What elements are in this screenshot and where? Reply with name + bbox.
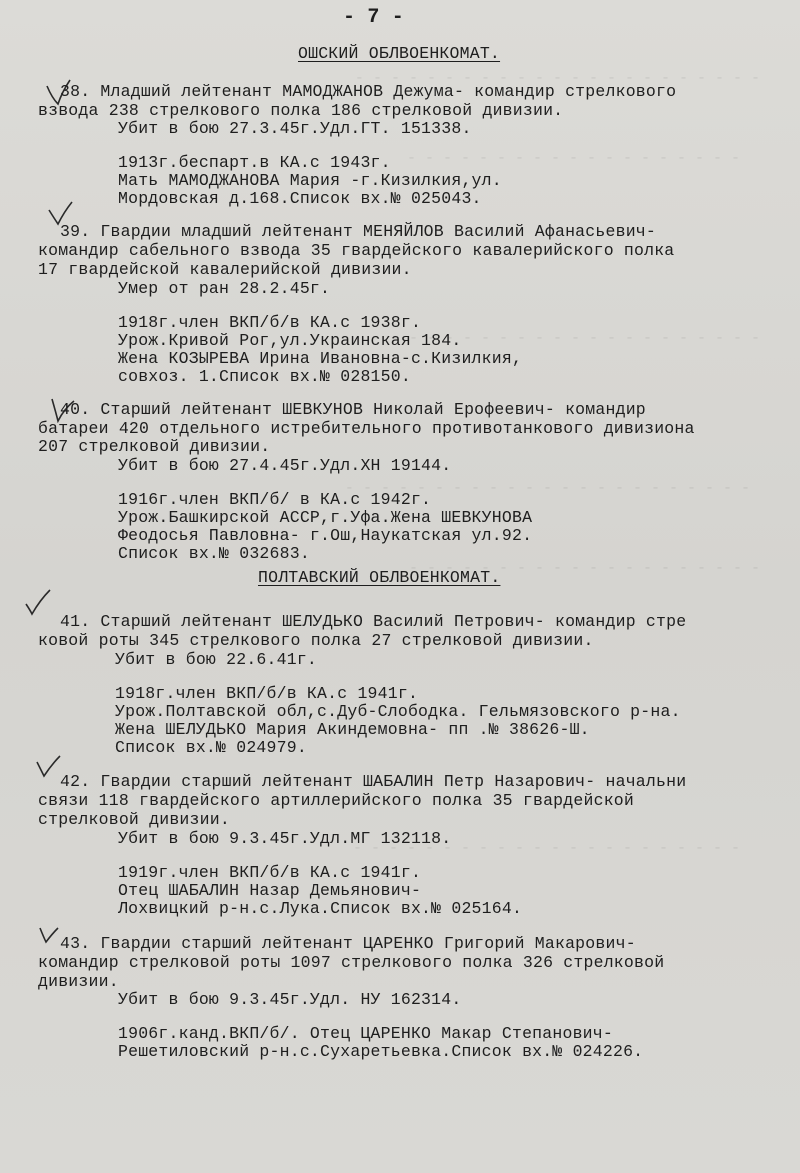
entry-41-line-2: ковой роты 345 стрелкового полка 27 стрелковой дивизии. xyxy=(38,631,594,650)
entry-42-line-7: Лохвицкий р-н.с.Лука.Список вх.№ 025164. xyxy=(118,899,523,918)
entry-41-line-4: 1918г.член ВКП/б/в КА.с 1941г. xyxy=(115,684,419,703)
entry-38-line-3: Убит в бою 27.3.45г.Удл.ГТ. 151338. xyxy=(118,119,472,138)
entry-40-line-6: Урож.Башкирской АССР,г.Уфа.Жена ШЕВКУНОВА xyxy=(118,508,533,527)
entry-43-line-1: 43. Гвардии старший лейтенант ЦАРЕНКО Григорий Макарович- xyxy=(60,934,636,953)
entry-43-line-3: дивизии. xyxy=(38,972,119,991)
entry-43-line-4: Убит в бою 9.3.45г.Удл. НУ 162314. xyxy=(118,990,462,1009)
page-number: - 7 - xyxy=(343,6,405,29)
entry-40-line-1: 40. Старший лейтенант ШЕВКУНОВ Николай Ерофеевич- командир xyxy=(60,400,646,419)
entry-43-line-6: Решетиловский р-н.с.Сухаретьевка.Список вх.№ 024226. xyxy=(118,1042,644,1061)
section-heading-poltava: ПОЛТАВСКИЙ ОБЛВОЕНКОМАТ. xyxy=(258,568,501,587)
entry-39-line-3: 17 гвардейской кавалерийской дивизии. xyxy=(38,260,412,279)
entry-38-line-6: Мордовская д.168.Список вх.№ 025043. xyxy=(118,189,482,208)
bleed-through-texture: - - - - - - - - - - - - - - - - - - - - - - - - - - - - - - - - - - - - - - - - - - - - - - - - - - - - - - - - - - - - - - - - - - - - - - - - - - - - - - - - - - - - - - - - - - - - - - - - - - - - - - - - - - - - - - - - - - - - - - - - - - - - - - - - xyxy=(344,70,760,857)
check-mark-icon xyxy=(24,588,52,616)
entry-39-line-1: 39. Гвардии младший лейтенант МЕНЯЙЛОВ Василий Афанасьевич- xyxy=(60,222,656,241)
entry-38-line-2: взвода 238 стрелкового полка 186 стрелковой дивизии. xyxy=(38,101,564,120)
entry-41-line-3: Убит в бою 22.6.41г. xyxy=(115,650,318,669)
entry-42-line-5: 1919г.член ВКП/б/в КА.с 1941г. xyxy=(118,863,422,882)
entry-39-line-2: командир сабельного взвода 35 гвардейского кавалерийского полка xyxy=(38,241,675,260)
entry-38-line-4: 1913г.беспарт.в КА.с 1943г. xyxy=(118,153,391,172)
entry-42-line-3: стрелковой дивизии. xyxy=(38,810,230,829)
entry-38-line-1: 38. Младший лейтенант МАМОДЖАНОВ Дежума- командир стрелкового xyxy=(60,82,677,101)
section-heading-osh: ОШСКИЙ ОБЛВОЕНКОМАТ. xyxy=(298,44,501,63)
entry-39-line-8: совхоз. 1.Список вх.№ 028150. xyxy=(118,367,411,386)
entry-41-line-7: Список вх.№ 024979. xyxy=(115,738,307,757)
entry-40-line-7: Феодосья Павловна- г.Ош,Наукатская ул.92. xyxy=(118,526,533,545)
entry-41-line-6: Жена ШЕЛУДЬКО Мария Акиндемовна- пп .№ 38626-Ш. xyxy=(115,720,590,739)
entry-43-line-5: 1906г.канд.ВКП/б/. Отец ЦАРЕНКО Макар Степанович- xyxy=(118,1024,613,1043)
entry-42-line-2: связи 118 гвардейского артиллерийского полка 35 гвардейской xyxy=(38,791,634,810)
check-mark-icon xyxy=(34,752,62,780)
entry-40-line-8: Список вх.№ 032683. xyxy=(118,544,310,563)
entry-39-line-4: Умер от ран 28.2.45г. xyxy=(118,279,331,298)
entry-41-line-5: Урож.Полтавской обл,с.Дуб-Слободка. Гельмязовского р-на. xyxy=(115,702,681,721)
entry-38-line-5: Мать МАМОДЖАНОВА Мария -г.Кизилкия,ул. xyxy=(118,171,502,190)
entry-39-line-7: Жена КОЗЫРЕВА Ирина Ивановна-с.Кизилкия, xyxy=(118,349,523,368)
entry-39-line-6: Урож.Кривой Рог,ул.Украинская 184. xyxy=(118,331,462,350)
entry-41-line-1: 41. Старший лейтенант ШЕЛУДЬКО Василий Петрович- командир стре xyxy=(60,612,687,631)
entry-40-line-3: 207 стрелковой дивизии. xyxy=(38,437,271,456)
entry-40-line-2: батареи 420 отдельного истребительного противотанкового дивизиона xyxy=(38,419,695,438)
entry-42-line-6: Отец ШАБАЛИН Назар Демьянович- xyxy=(118,881,422,900)
entry-43-line-2: командир стрелковой роты 1097 стрелкового полка 326 стрелковой xyxy=(38,953,665,972)
entry-40-line-5: 1916г.член ВКП/б/ в КА.с 1942г. xyxy=(118,490,432,509)
entry-40-line-4: Убит в бою 27.4.45г.Удл.ХН 19144. xyxy=(118,456,452,475)
entry-42-line-4: Убит в бою 9.3.45г.Удл.МГ 132118. xyxy=(118,829,452,848)
entry-39-line-5: 1918г.член ВКП/б/в КА.с 1938г. xyxy=(118,313,422,332)
entry-42-line-1: 42. Гвардии старший лейтенант ШАБАЛИН Петр Назарович- начальни xyxy=(60,772,687,791)
